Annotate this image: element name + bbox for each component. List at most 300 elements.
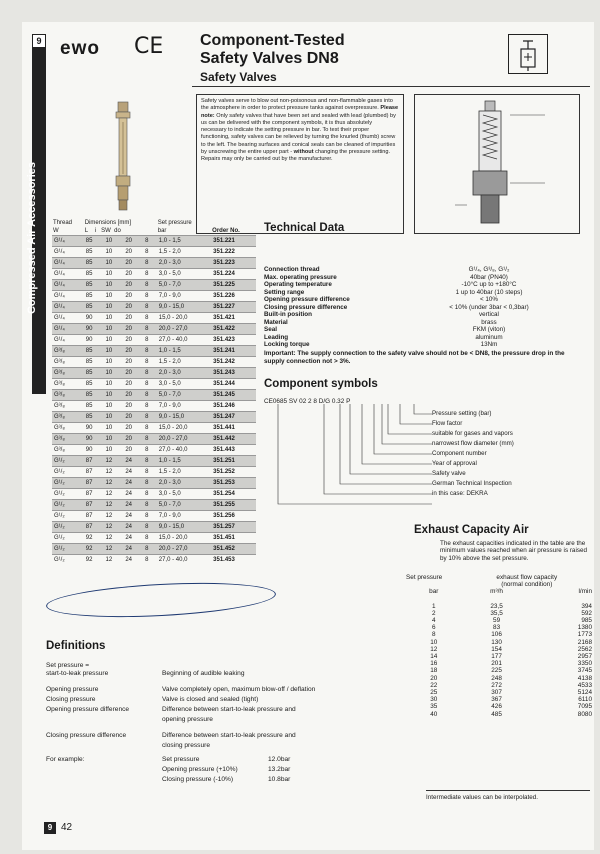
order-table-row (52, 313, 256, 324)
cell-order-no: 351.226 (211, 291, 256, 302)
cell-order-no: 351.421 (211, 313, 256, 324)
cell-l: 92 (84, 533, 104, 544)
cell-order-no: 351.223 (211, 258, 256, 269)
order-table (52, 220, 256, 565)
product-photo (64, 94, 194, 224)
cell-i: 10 (104, 280, 124, 291)
exh-cell-bar: 2 (431, 609, 436, 617)
exh-cell-lmin: 394 (581, 602, 592, 610)
cell-set-pressure: 9,0 - 15,0 (157, 302, 211, 313)
component-label: Safety valve (432, 470, 466, 477)
cell-do: 8 (143, 489, 157, 500)
exh-cell-m3h: 106 (491, 631, 502, 639)
cell-i: 12 (104, 555, 124, 566)
order-table-row (52, 555, 256, 566)
component-label: narrowest flow diameter (mm) (432, 440, 514, 447)
cell-set-pressure: 7,0 - 9,0 (157, 291, 211, 302)
exhaust-row (406, 682, 592, 689)
header-rule (192, 86, 590, 87)
cell-i: 10 (104, 313, 124, 324)
cell-do: 8 (143, 467, 157, 478)
exh-cell-m3h: 154 (491, 645, 502, 653)
cell-l: 85 (84, 412, 104, 423)
cell-sw: 20 (123, 335, 143, 346)
exh-cell-bar: 14 (430, 653, 438, 661)
order-table-row (52, 258, 256, 269)
cell-do: 8 (143, 379, 157, 390)
cell-l: 92 (84, 555, 104, 566)
cell-do: 8 (143, 258, 157, 269)
component-symbols-title: Component symbols (264, 378, 378, 390)
cell-do: 8 (143, 291, 157, 302)
component-label: Year of approval (432, 460, 477, 467)
page-number: 42 (61, 822, 73, 833)
tech-key: Opening pressure difference (264, 296, 350, 303)
cell-sw: 20 (123, 368, 143, 379)
cell-i: 12 (104, 544, 124, 555)
exhaust-row (406, 603, 592, 610)
cell-order-no: 351.423 (211, 335, 256, 346)
cell-thread: G³/₈ (52, 412, 84, 423)
cell-i: 10 (104, 401, 124, 412)
definition-term: Opening pressure (46, 686, 99, 693)
cell-sw: 20 (123, 280, 143, 291)
exh-cell-m3h: 130 (491, 638, 502, 646)
cell-l: 85 (84, 291, 104, 302)
cell-do: 8 (143, 390, 157, 401)
exhaust-row (406, 689, 592, 696)
cell-order-no: 351.221 (211, 236, 256, 247)
cell-thread: G³/₈ (52, 423, 84, 434)
cell-l: 87 (84, 489, 104, 500)
cell-do: 8 (143, 445, 157, 456)
cell-l: 85 (84, 390, 104, 401)
cell-do: 8 (143, 335, 157, 346)
definition-text: opening pressure (162, 716, 213, 723)
definition-text: Difference between start-to-leak pressure and (162, 706, 296, 713)
tech-value: 40bar (PN40) (470, 273, 508, 281)
cell-do: 8 (143, 478, 157, 489)
definition-term: Set pressure = (46, 662, 90, 669)
cell-i: 12 (104, 478, 124, 489)
exh-cell-m3h: 59 (493, 617, 501, 625)
col-dimensions: Dimensions [mm] L i SW do (84, 220, 132, 234)
order-table-row (52, 390, 256, 401)
order-table-row (52, 291, 256, 302)
exh-cell-bar: 30 (430, 696, 438, 704)
cell-order-no: 351.245 (211, 390, 256, 401)
without-label: without (293, 149, 314, 156)
cell-l: 85 (84, 302, 104, 313)
exh-cell-bar: 1 (431, 602, 436, 610)
exh-cell-lmin: 7095 (577, 703, 592, 711)
exh-cell-lmin: 6110 (578, 696, 592, 704)
cell-thread: G³/₈ (52, 379, 84, 390)
cell-order-no: 351.222 (211, 247, 256, 258)
cell-l: 87 (84, 467, 104, 478)
exhaust-row (406, 696, 592, 703)
tech-value: < 10% (479, 296, 499, 303)
description-note-text: Only safety valves that have been set and sealed with lead (plumbed) by us can be delivered with the component symbols, it is thus absolutely necessary to indicate the setting pressure in bar. To test their proper functioning, safety valves can be relieved by turning the knurled (thumb) screw to the left. The bearing surfaces and conical seals can be cleaned of impurities by unscrewing the entire upper part - (201, 112, 396, 156)
cell-do: 8 (143, 533, 157, 544)
cell-thread: G¹/₄ (52, 258, 84, 269)
exhaust-row (406, 653, 592, 660)
description-end-text: changing the pressure setting. Repairs may only be carried out by the manufacturer. (201, 149, 391, 163)
page-title-line2: Safety Valves DN8 (200, 50, 339, 67)
cell-set-pressure: 2,0 - 3,0 (157, 478, 211, 489)
component-label: German Technical Inspection (432, 480, 512, 487)
cell-set-pressure: 5,0 - 7,0 (157, 390, 211, 401)
tech-key: Built-in position (264, 311, 312, 318)
exh-cell-lmin: 1380 (577, 624, 592, 632)
cell-l: 90 (84, 434, 104, 445)
cell-sw: 24 (123, 544, 143, 555)
cell-order-no: 351.257 (211, 522, 256, 533)
cell-l: 85 (84, 357, 104, 368)
exh-cell-bar: 40 (430, 710, 438, 718)
order-table-row (52, 434, 256, 445)
cell-sw: 20 (123, 346, 143, 357)
exh-col-flow: exhaust flow capacity (496, 574, 558, 581)
exh-cell-bar: 12 (430, 645, 438, 653)
tech-key: Setting range (264, 288, 305, 296)
technical-data-title: Technical Data (264, 222, 345, 234)
section-title: Compressed Air Accessories (26, 161, 38, 315)
cell-i: 10 (104, 302, 124, 313)
cell-do: 8 (143, 522, 157, 533)
cell-set-pressure: 20,0 - 27,0 (157, 434, 211, 445)
exh-cell-bar: 25 (430, 689, 438, 697)
order-table-row (52, 401, 256, 412)
cell-do: 8 (143, 456, 157, 467)
tech-value: -10°C up to +180°C (461, 281, 517, 288)
cell-l: 92 (84, 544, 104, 555)
cell-l: 87 (84, 478, 104, 489)
cell-order-no: 351.453 (211, 555, 256, 566)
cell-l: 90 (84, 335, 104, 346)
cell-thread: G¹/₄ (52, 269, 84, 280)
cell-thread: G³/₈ (52, 390, 84, 401)
cell-sw: 24 (123, 533, 143, 544)
exh-cell-lmin: 3350 (577, 660, 592, 668)
col-set-pressure: Set pressure bar (157, 220, 192, 234)
exh-cell-lmin: 4138 (577, 674, 592, 682)
tech-key: Locking torque (264, 341, 310, 348)
cell-i: 12 (104, 500, 124, 511)
exhaust-table (406, 574, 592, 718)
cell-set-pressure: 20,0 - 27,0 (157, 324, 211, 335)
component-label: Component number (432, 450, 487, 457)
definition-text: closing pressure (162, 742, 211, 749)
cell-i: 10 (104, 434, 124, 445)
exh-cell-m3h: 485 (491, 710, 502, 718)
cell-thread: G³/₈ (52, 368, 84, 379)
cell-do: 8 (143, 423, 157, 434)
order-table-row (52, 357, 256, 368)
cell-do: 8 (143, 269, 157, 280)
exh-cell-lmin: 2168 (577, 638, 592, 646)
exh-cell-m3h: 225 (491, 667, 502, 675)
cell-set-pressure: 7,0 - 9,0 (157, 511, 211, 522)
cell-do: 8 (143, 313, 157, 324)
cell-order-no: 351.452 (211, 544, 256, 555)
cell-do: 8 (143, 280, 157, 291)
cell-set-pressure: 5,0 - 7,0 (157, 280, 211, 291)
cell-i: 10 (104, 346, 124, 357)
cell-sw: 20 (123, 269, 143, 280)
cell-set-pressure: 27,0 - 40,0 (157, 445, 211, 456)
order-table-row (52, 379, 256, 390)
exh-cell-lmin: 592 (581, 609, 592, 617)
exh-col-set-pressure: Set pressure (406, 574, 443, 581)
order-table-row (52, 412, 256, 423)
cell-thread: G¹/₄ (52, 280, 84, 291)
page-subtitle: Safety Valves (200, 70, 277, 84)
cell-order-no: 351.442 (211, 434, 256, 445)
cell-order-no: 351.246 (211, 401, 256, 412)
cell-order-no: 351.255 (211, 500, 256, 511)
cell-thread: G¹/₄ (52, 324, 84, 335)
cell-l: 90 (84, 445, 104, 456)
order-table-row (52, 423, 256, 434)
cell-i: 12 (104, 522, 124, 533)
order-table-row (52, 456, 256, 467)
cell-sw: 24 (123, 478, 143, 489)
exh-cell-bar: 10 (430, 638, 438, 646)
exh-cell-lmin: 2562 (577, 645, 592, 653)
cell-do: 8 (143, 302, 157, 313)
exhaust-row (406, 711, 592, 718)
exh-cell-bar: 18 (430, 667, 438, 675)
cell-thread: G¹/₄ (52, 335, 84, 346)
cell-thread: G³/₈ (52, 357, 84, 368)
cell-set-pressure: 15,0 - 20,0 (157, 533, 211, 544)
cell-l: 90 (84, 324, 104, 335)
cell-sw: 20 (123, 313, 143, 324)
cell-thread: G¹/₂ (52, 467, 84, 478)
exh-cell-lmin: 2957 (577, 653, 592, 661)
ce-mark: CE (134, 34, 164, 59)
cell-order-no: 351.256 (211, 511, 256, 522)
order-table-row (52, 544, 256, 555)
cell-do: 8 (143, 247, 157, 258)
cell-i: 12 (104, 467, 124, 478)
cell-sw: 20 (123, 390, 143, 401)
cell-i: 10 (104, 423, 124, 434)
cell-set-pressure: 7,0 - 9,0 (157, 401, 211, 412)
exh-cell-lmin: 4533 (577, 681, 592, 689)
cell-order-no: 351.451 (211, 533, 256, 544)
component-label: suitable for gases and vapors (432, 430, 513, 437)
exhaust-row (406, 703, 592, 710)
cell-set-pressure: 9,0 - 15,0 (157, 412, 211, 423)
definitions-title: Definitions (46, 640, 106, 652)
cell-order-no: 351.242 (211, 357, 256, 368)
cell-i: 10 (104, 247, 124, 258)
cell-thread: G¹/₂ (52, 522, 84, 533)
exhaust-row (406, 610, 592, 617)
example-term: Set pressure (162, 756, 200, 763)
cell-sw: 24 (123, 511, 143, 522)
cell-i: 10 (104, 335, 124, 346)
cell-do: 8 (143, 412, 157, 423)
cell-set-pressure: 15,0 - 20,0 (157, 423, 211, 434)
exhaust-title: Exhaust Capacity Air (414, 524, 529, 536)
valve-symbol-icon (508, 34, 548, 74)
exh-cell-m3h: 248 (491, 674, 502, 682)
cell-sw: 20 (123, 302, 143, 313)
definition-term: Closing pressure (46, 696, 96, 703)
cell-thread: G¹/₂ (52, 533, 84, 544)
cell-thread: G¹/₄ (52, 247, 84, 258)
cell-set-pressure: 1,0 - 1,5 (157, 236, 211, 247)
cell-do: 8 (143, 357, 157, 368)
exh-unit-lmin: l/min (578, 588, 592, 596)
cell-thread: G¹/₄ (52, 302, 84, 313)
tech-key: Material (264, 318, 288, 326)
cell-do: 8 (143, 324, 157, 335)
exh-cell-bar: 8 (431, 631, 436, 639)
cell-l: 87 (84, 500, 104, 511)
cell-set-pressure: 2,0 - 3,0 (157, 258, 211, 269)
cell-set-pressure: 3,0 - 5,0 (157, 489, 211, 500)
exh-cell-lmin: 985 (581, 617, 592, 625)
cell-do: 8 (143, 346, 157, 357)
exhaust-rule (426, 790, 590, 791)
tech-value: 1 up to 40bar (10 steps) (455, 288, 523, 296)
cell-sw: 20 (123, 412, 143, 423)
cell-i: 10 (104, 258, 124, 269)
cell-sw: 24 (123, 555, 143, 566)
cell-thread: G¹/₂ (52, 489, 84, 500)
cell-l: 85 (84, 379, 104, 390)
note-label: Please note: (201, 105, 399, 119)
cell-i: 12 (104, 533, 124, 544)
exh-cell-m3h: 367 (491, 696, 502, 704)
tech-key: Closing pressure difference (264, 303, 348, 311)
exhaust-row (406, 639, 592, 646)
cell-i: 12 (104, 456, 124, 467)
cell-set-pressure: 2,0 - 3,0 (157, 368, 211, 379)
important-note: Important: The supply connection to the safety valve should not be < DN8, the pressure drop in the supply connection not > 3%. (264, 350, 565, 365)
cell-thread: G³/₈ (52, 445, 84, 456)
cell-set-pressure: 3,0 - 5,0 (157, 379, 211, 390)
cell-l: 85 (84, 401, 104, 412)
cross-section-drawing (414, 94, 580, 234)
cell-thread: G¹/₂ (52, 544, 84, 555)
order-table-row (52, 280, 256, 291)
cell-thread: G¹/₂ (52, 456, 84, 467)
cell-i: 10 (104, 357, 124, 368)
description-box (196, 94, 404, 234)
order-table-row (52, 522, 256, 533)
order-table-row (52, 346, 256, 357)
order-table-row (52, 368, 256, 379)
definition-term: Opening pressure difference (46, 706, 130, 713)
cell-sw: 20 (123, 236, 143, 247)
cell-do: 8 (143, 511, 157, 522)
order-table-row (52, 302, 256, 313)
cell-order-no: 351.252 (211, 467, 256, 478)
tech-value: < 10% (under 3bar < 0,3bar) (449, 303, 529, 311)
cell-order-no: 351.443 (211, 445, 256, 456)
order-table-row (52, 247, 256, 258)
cell-set-pressure: 9,0 - 15,0 (157, 522, 211, 533)
cell-sw: 20 (123, 258, 143, 269)
component-label: Pressure setting (bar) (432, 410, 492, 417)
col-thread: Thread W (53, 220, 73, 234)
cell-l: 85 (84, 368, 104, 379)
exhaust-row (406, 624, 592, 631)
cell-l: 85 (84, 258, 104, 269)
exh-cell-lmin: 1773 (577, 631, 592, 639)
footer-section-box: 9 (44, 822, 56, 834)
cell-sw: 20 (123, 379, 143, 390)
cell-sw: 20 (123, 445, 143, 456)
cell-set-pressure: 27,0 - 40,0 (157, 335, 211, 346)
cell-thread: G¹/₂ (52, 555, 84, 566)
col-order-no: Order No. (212, 227, 240, 234)
cell-do: 8 (143, 555, 157, 566)
example-term: Opening pressure (+10%) (162, 766, 238, 773)
cell-order-no: 351.247 (211, 412, 256, 423)
cell-l: 85 (84, 269, 104, 280)
exh-cell-lmin: 3745 (577, 667, 592, 675)
cell-order-no: 351.241 (211, 346, 256, 357)
cell-set-pressure: 20,0 - 27,0 (157, 544, 211, 555)
page-title-line1: Component-Tested (200, 32, 345, 49)
cell-i: 12 (104, 489, 124, 500)
cell-set-pressure: 1,5 - 2,0 (157, 467, 211, 478)
cell-sw: 20 (123, 291, 143, 302)
exhaust-intro: The exhaust capacities indicated in the table are the minimum values reached when air pressure is raised by 10% above the set pressure. (440, 540, 587, 562)
exh-cell-m3h: 272 (491, 681, 502, 689)
cell-set-pressure: 1,5 - 2,0 (157, 247, 211, 258)
cell-set-pressure: 1,5 - 2,0 (157, 357, 211, 368)
component-label: Flow factor (432, 420, 463, 427)
cell-order-no: 351.227 (211, 302, 256, 313)
cell-order-no: 351.441 (211, 423, 256, 434)
order-table-row (52, 478, 256, 489)
exhaust-row (406, 675, 592, 682)
tech-key: Seal (264, 326, 277, 333)
order-table-row (52, 445, 256, 456)
example-term: Closing pressure (-10%) (162, 776, 234, 783)
cell-sw: 24 (123, 522, 143, 533)
cell-l: 85 (84, 236, 104, 247)
cell-set-pressure: 5,0 - 7,0 (157, 500, 211, 511)
exh-unit-bar: bar (429, 588, 439, 596)
cell-thread: G¹/₂ (52, 500, 84, 511)
cell-set-pressure: 27,0 - 40,0 (157, 555, 211, 566)
cell-do: 8 (143, 368, 157, 379)
cell-i: 10 (104, 368, 124, 379)
exh-cell-m3h: 177 (491, 653, 502, 661)
cell-l: 90 (84, 313, 104, 324)
cell-sw: 20 (123, 423, 143, 434)
cell-l: 87 (84, 456, 104, 467)
cell-sw: 20 (123, 357, 143, 368)
exh-cell-m3h: 35,5 (490, 609, 503, 617)
order-table-row (52, 511, 256, 522)
exh-cell-bar: 6 (431, 624, 436, 632)
cell-set-pressure: 1,0 - 1,5 (157, 456, 211, 467)
exh-cell-bar: 20 (430, 674, 438, 682)
cell-order-no: 351.251 (211, 456, 256, 467)
order-table-row (52, 269, 256, 280)
cell-do: 8 (143, 500, 157, 511)
order-table-header (52, 220, 256, 236)
